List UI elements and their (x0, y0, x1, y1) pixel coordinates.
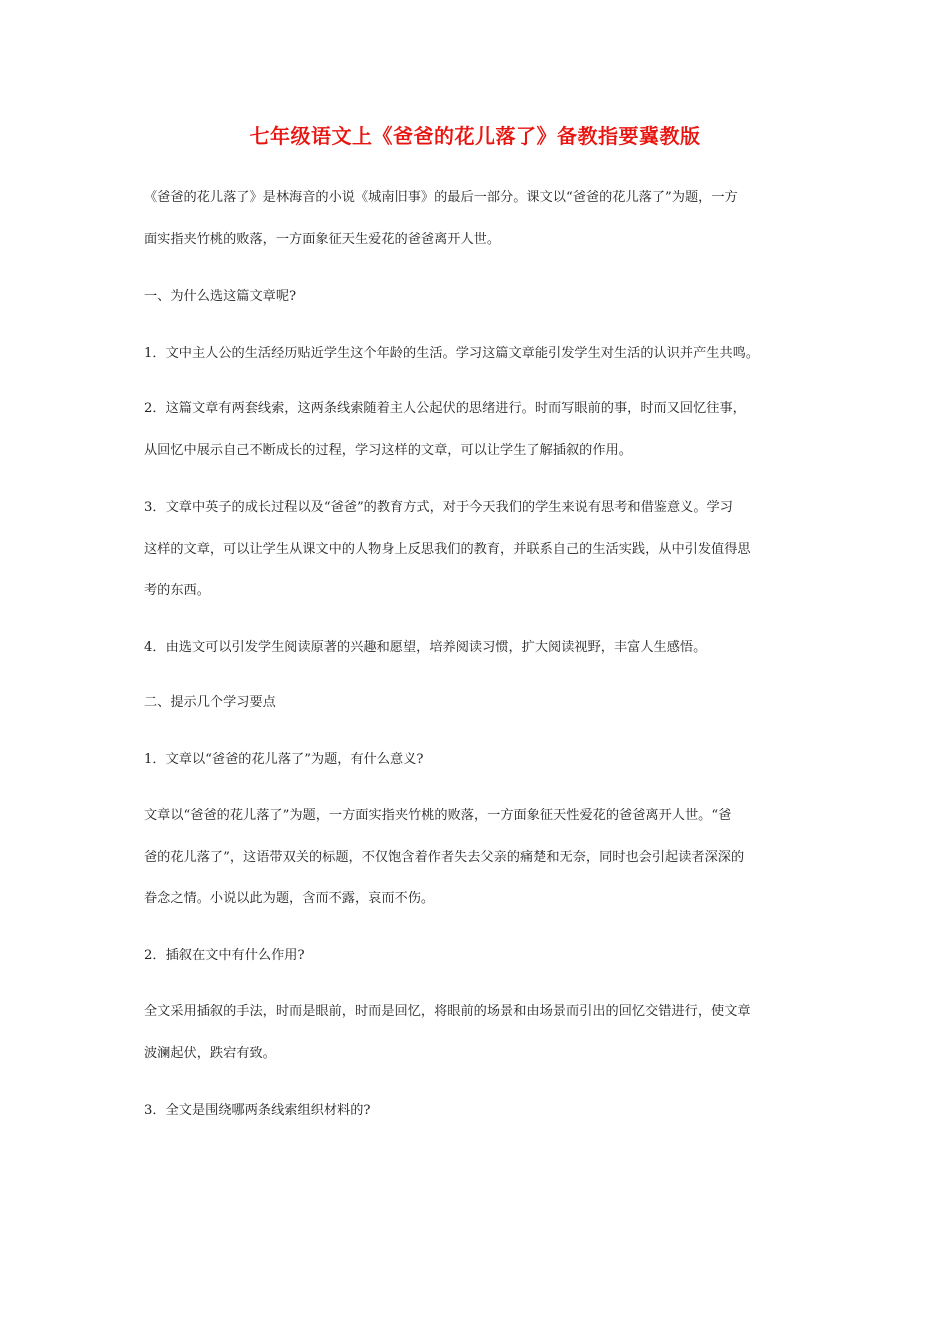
paragraph-line: 2．这篇文章有两套线索，这两条线索随着主人公起伏的思绪进行。时而写眼前的事，时而又回忆往事， (144, 401, 746, 416)
paragraph-line: 《爸爸的花儿落了》是林海音的小说《城南旧事》的最后一部分。课文以“爸爸的花儿落了”为题，一方 (144, 190, 738, 205)
paragraph-line: 波澜起伏，跌宕有致。 (144, 1046, 276, 1061)
paragraph-line: 4．由选文可以引发学生阅读原著的兴趣和愿望，培养阅读习惯，扩大阅读视野，丰富人生感悟。 (144, 640, 707, 655)
question-line: 3．全文是围绕哪两条线索组织材料的? (144, 1103, 371, 1118)
paragraph-line: 3．文章中英子的成长过程以及“爸爸”的教育方式，对于今天我们的学生来说有思考和借鉴意义。学习 (144, 500, 733, 515)
paragraph-line: 文章以“爸爸的花儿落了”为题，一方面实指夹竹桃的败落，一方面象征天性爱花的爸爸离开人世。“爸 (144, 808, 732, 823)
paragraph-line: 从回忆中展示自己不断成长的过程，学习这样的文章，可以让学生了解插叙的作用。 (144, 443, 632, 458)
paragraph-line: 眷念之情。小说以此为题，含而不露，哀而不伤。 (144, 891, 435, 906)
paragraph-line: 这样的文章，可以让学生从课文中的人物身上反思我们的教育，并联系自己的生活实践，从中引发值得思 (144, 542, 751, 557)
section-heading: 一、为什么选这篇文章呢? (144, 289, 297, 304)
paragraph-line: 面实指夹竹桃的败落，一方面象征天生爱花的爸爸离开人世。 (144, 232, 501, 247)
paragraph-line: 考的东西。 (144, 583, 210, 598)
question-line: 1．文章以“爸爸的花儿落了”为题，有什么意义? (144, 752, 424, 767)
question-line: 2．插叙在文中有什么作用? (144, 948, 305, 963)
paragraph-line: 爸的花儿落了”，这语带双关的标题，不仅饱含着作者失去父亲的痛楚和无奈，同时也会引起读者深深的 (144, 850, 745, 865)
section-heading: 二、提示几个学习要点 (144, 695, 276, 710)
paragraph-line: 1．文中主人公的生活经历贴近学生这个年龄的生活。学习这篇文章能引发学生对生活的认识并产生共鸣。 (144, 346, 760, 361)
document-title: 七年级语文上《爸爸的花儿落了》备教指要冀教版 (249, 124, 701, 148)
paragraph-line: 全文采用插叙的手法，时而是眼前，时而是回忆，将眼前的场景和由场景而引出的回忆交错进行，使文章 (144, 1004, 751, 1019)
